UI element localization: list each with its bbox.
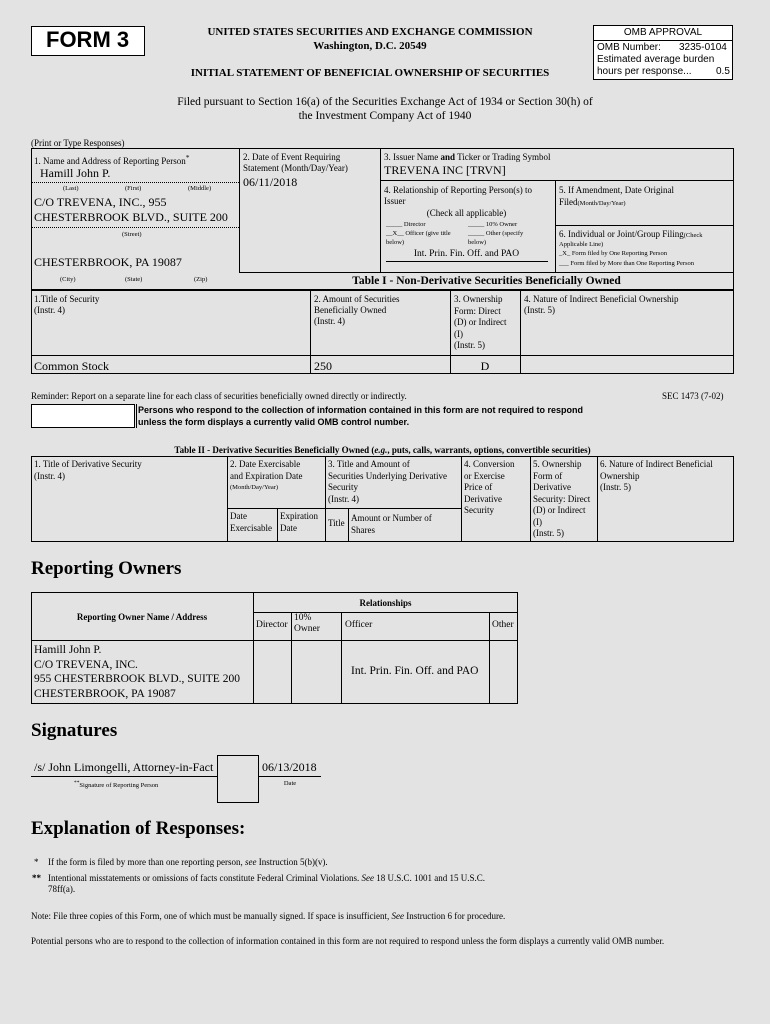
t2-sub-date-exercisable: Date Exercisable xyxy=(230,511,272,533)
event-date: 06/11/2018 xyxy=(243,175,298,189)
form-label: FORM 3 xyxy=(46,27,130,52)
director-header: Director xyxy=(256,620,288,630)
middle-label: (Middle) xyxy=(188,185,212,192)
agency-title: UNITED STATES SECURITIES AND EXCHANGE COMMISSION xyxy=(207,26,533,38)
box5-label-line1: 5. If Amendment, Date Original xyxy=(559,185,674,195)
persons-notice-blank xyxy=(31,404,135,428)
t2-col6-header: 6. Nature of Indirect Beneficial Ownership (Instr. 5) xyxy=(600,459,713,492)
signature-value: /s/ John Limongelli, Attorney-in-Fact xyxy=(34,760,214,774)
signature-gap-box xyxy=(217,755,259,803)
t1-col4-header: 4. Nature of Indirect Beneficial Ownership (Instr. 5) xyxy=(524,294,679,315)
persons-notice-line2: unless the form displays a currently valid OMB control number. xyxy=(138,417,410,427)
box6-label-line2: Applicable Line) xyxy=(559,241,604,248)
reporting-owners-heading: Reporting Owners xyxy=(31,558,182,579)
other-option[interactable]: _____ Other (specify xyxy=(468,230,524,237)
t2-sub-amount: Amount or Number of Shares xyxy=(351,513,432,535)
city-label: (City) xyxy=(60,276,76,283)
first-label: (First) xyxy=(125,185,142,192)
note2: Intentional misstatements or omissions of facts constitute Federal Criminal Violations. See 18 U.S.C. 1001 and 15 U.S.C. xyxy=(48,873,486,883)
box3-label: 3. Issuer Name and Ticker or Trading Symbol xyxy=(384,152,551,162)
issuer-name: TREVENA INC [TRVN] xyxy=(384,163,506,177)
multi-person-option[interactable]: ___ Form filed by More than One Reporting Person xyxy=(559,260,695,267)
signatures-heading: Signatures xyxy=(31,720,118,741)
box6-label: 6. Individual or Joint/Group Filing(Check xyxy=(559,229,703,239)
sec-code: SEC 1473 (7-02) xyxy=(662,391,724,401)
box2-label-line2: Statement (Month/Day/Year) xyxy=(243,163,348,173)
signature-label: **Signature of Reporting Person xyxy=(74,780,159,790)
omb-burden-label: Estimated average burden xyxy=(597,54,715,65)
date-label: Date xyxy=(283,780,297,787)
box4-label-line2: Issuer xyxy=(384,196,406,206)
note1: If the form is filed by more than one reporting person, see Instruction 5(b)(v). xyxy=(48,857,328,867)
note1-mark: * xyxy=(34,857,39,867)
note2-mark: ** xyxy=(32,873,41,883)
t1-amount: 250 xyxy=(314,359,332,373)
t1-col3-header: 3. Ownership Form: Direct (D) or Indirect (I) (Instr. 5) xyxy=(454,294,507,350)
signature-date: 06/13/2018 xyxy=(262,760,317,774)
other-option-below: below) xyxy=(468,239,487,246)
filed-pursuant-line2: the Investment Company Act of 1940 xyxy=(298,110,472,122)
t1-security: Common Stock xyxy=(34,359,110,373)
t2-col5-header: 5. Ownership Form of Derivative Security: Direct (D) or Indirect (I) (Instr. 5) xyxy=(533,459,591,538)
print-type-note: (Print or Type Responses) xyxy=(31,138,125,148)
table2-title: Table II - Derivative Securities Beneficially Owned (e.g., puts, calls, warrants, options, convertible securities) xyxy=(174,445,591,455)
box2-label-line1: 2. Date of Event Requiring xyxy=(243,152,341,162)
officer-option[interactable]: __X__ Officer (give title xyxy=(386,230,451,237)
omb-number-value: 3235-0104 xyxy=(679,42,727,53)
omb-title: OMB APPROVAL xyxy=(623,27,703,38)
t1-col1-header: 1.Title of Security (Instr. 4) xyxy=(34,294,100,315)
t2-col4-header: 4. Conversion or Exercise Price of Derivative Security xyxy=(464,459,515,515)
table1-title: Table I - Non-Derivative Securities Beneficially Owned xyxy=(352,275,621,287)
one-person-option[interactable]: _X_ Form filed by One Reporting Person xyxy=(559,250,667,257)
t2-sub-expiration: Expiration Date xyxy=(280,511,318,533)
officer-title: Int. Prin. Fin. Off. and PAO xyxy=(413,249,520,259)
relationships-header: Relationships xyxy=(359,598,412,608)
form-title: INITIAL STATEMENT OF BENEFICIAL OWNERSHIP OF SECURITIES xyxy=(190,67,550,79)
note4: Potential persons who are to respond to the collection of information contained in this form are not required to respond unless the form displays a currently valid OMB number. xyxy=(31,936,665,946)
officer-option-below: below) xyxy=(386,239,405,246)
last-label: (Last) xyxy=(63,185,79,192)
persons-notice-line1: Persons who respond to the collection of information contained in this form are not required to respond xyxy=(138,405,584,415)
t1-form: D xyxy=(480,359,490,373)
omb-hours-label: hours per response... xyxy=(597,66,692,77)
ten-pct-header: 10% Owner xyxy=(294,613,320,634)
street-line2: CHESTERBROOK BLVD., SUITE 200 xyxy=(34,210,228,224)
omb-hours-value: 0.5 xyxy=(716,66,730,77)
agency-location: Washington, D.C. 20549 xyxy=(313,40,427,52)
filed-pursuant-line1: Filed pursuant to Section 16(a) of the Securities Exchange Act of 1934 or Section 30(h) of xyxy=(177,96,593,108)
reminder: Reminder: Report on a separate line for each class of securities beneficially owned directly or indirectly. xyxy=(31,391,407,401)
t2-col1-header: 1. Title of Derivative Security (Instr. 4) xyxy=(34,459,142,481)
other-header: Other xyxy=(492,620,514,630)
omb-number-label: OMB Number: xyxy=(597,42,661,53)
check-all-applicable: (Check all applicable) xyxy=(426,208,507,218)
state-label: (State) xyxy=(125,276,143,283)
officer-header: Officer xyxy=(345,620,373,630)
street-label: (Street) xyxy=(122,231,142,238)
t2-sub-title: Title xyxy=(328,518,345,528)
t1-col2-header: 2. Amount of Securities Beneficially Owned (Instr. 4) xyxy=(314,294,400,326)
owner-name-header: Reporting Owner Name / Address xyxy=(76,612,208,622)
ten-pct-owner-option[interactable]: _____ 10% Owner xyxy=(468,221,518,228)
owner-address: Hamill John P. C/O TREVENA, INC. 955 CHESTERBROOK BLVD., SUITE 200 CHESTERBROOK, PA 19087 xyxy=(34,644,240,700)
note3: Note: File three copies of this Form, one of which must be manually signed. If space is insufficient, See Instruction 6 for procedure. xyxy=(31,911,506,921)
box4-label-line1: 4. Relationship of Reporting Person(s) to xyxy=(384,185,532,195)
box5-label-line2: Filed(Month/Day/Year) xyxy=(559,197,626,207)
explanation-heading: Explanation of Responses: xyxy=(31,818,246,839)
zip-label: (Zip) xyxy=(194,276,208,283)
city-line: CHESTERBROOK, PA 19087 xyxy=(34,255,182,269)
box1-label: 1. Name and Address of Reporting Person* xyxy=(34,153,190,166)
reporting-person-name: Hamill John P. xyxy=(40,166,111,180)
street-line1: C/O TREVENA, INC., 955 xyxy=(34,195,167,209)
t2-col2-header: 2. Date Exercisable and Expiration Date (Month/Day/Year) xyxy=(230,459,303,491)
t2-col3-header: 3. Title and Amount of Securities Underlying Derivative Security (Instr. 4) xyxy=(328,459,447,504)
owner-officer-value: Int. Prin. Fin. Off. and PAO xyxy=(351,665,479,677)
note2-line2: 78ff(a). xyxy=(48,884,76,894)
director-option[interactable]: _____ Director xyxy=(386,221,426,228)
